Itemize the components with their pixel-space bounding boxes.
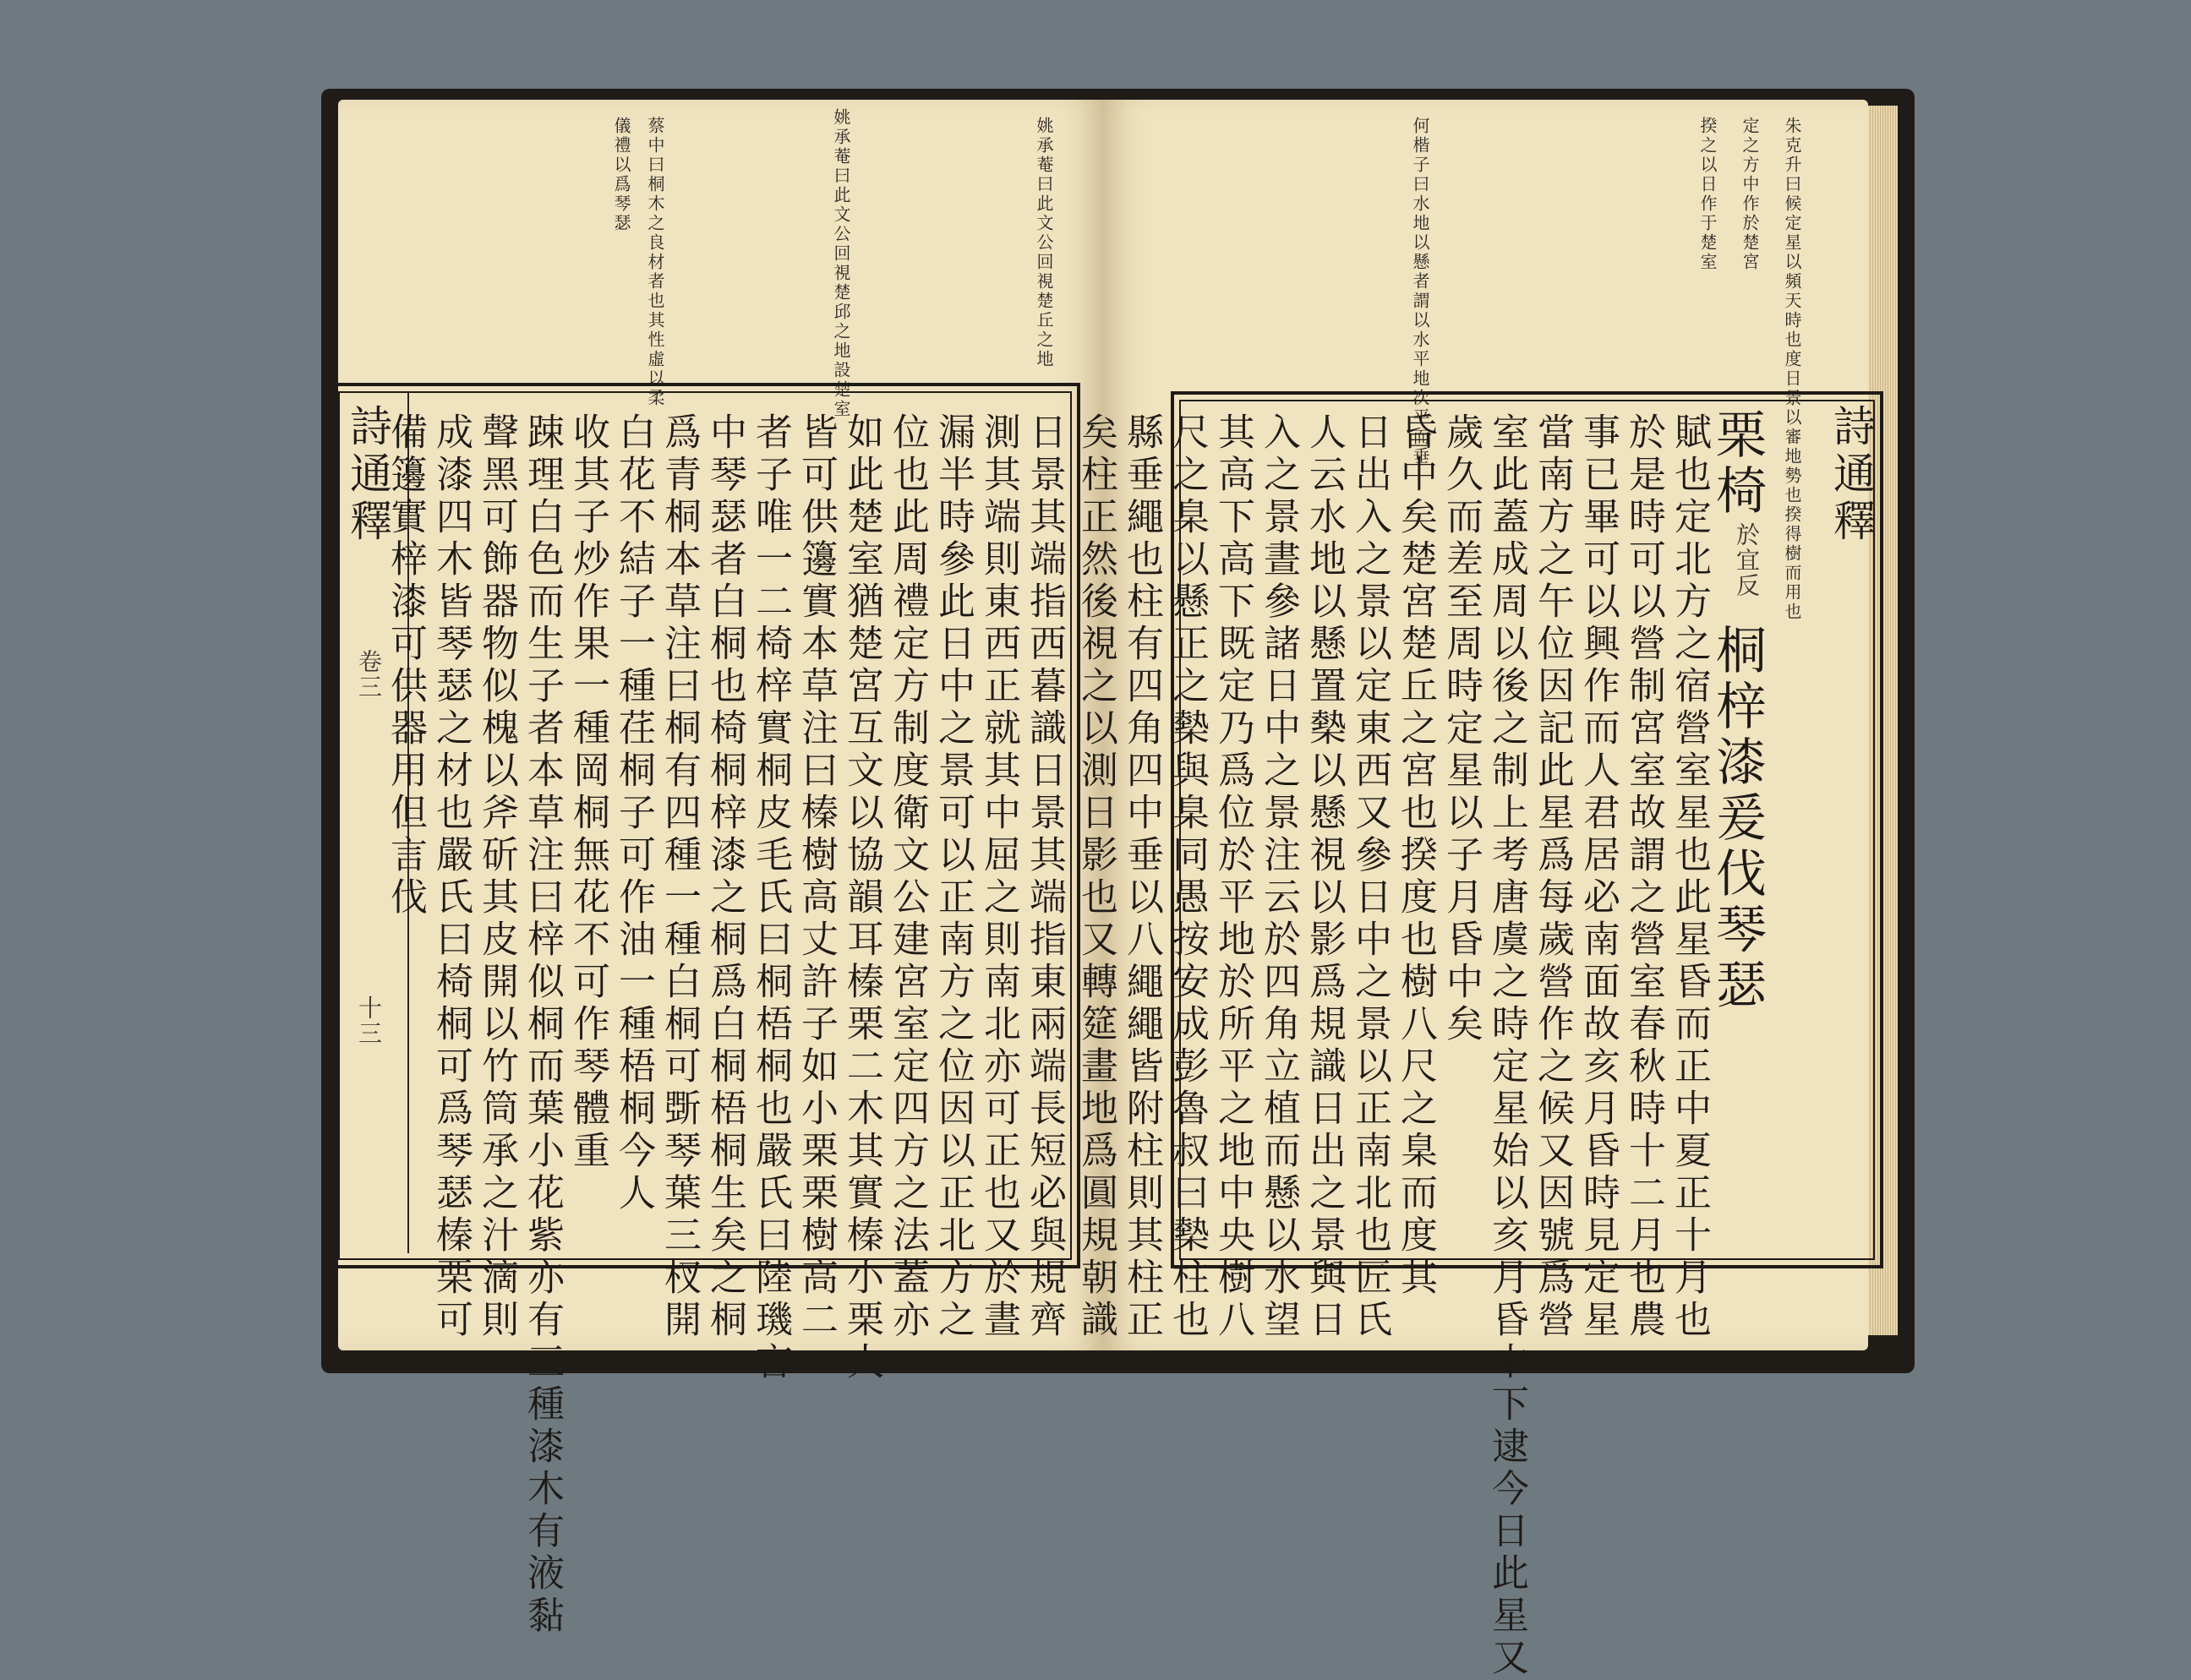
right-col-12: 尺之臬以懸正之槷與臬同愚按安成彭魯叔曰槷柱也	[1166, 412, 1209, 1342]
left-col-9: 爲青桐本草注曰桐有四種一種白桐可斲琴葉三杈開	[658, 412, 701, 1342]
right-col-9: 人云水地以懸置槷以懸視以影爲規識日出之景與日	[1303, 412, 1346, 1342]
headword-gloss: 於宜反	[1733, 522, 1761, 598]
right-handnote-2: 定之方中作於楚宮	[1740, 117, 1760, 272]
left-col-6: 皆可供籩實本草注曰榛樹高丈許子如小栗栗樹高二	[795, 412, 838, 1342]
right-col-7: 昏中矣楚宮楚丘之宮也揆度也樹八尺之臬而度其	[1394, 412, 1437, 1300]
right-col-1: 賦也定北方之宿營室星也此星昏而正中夏正十月也	[1668, 412, 1711, 1342]
left-col-8: 中琴瑟者白桐也椅桐梓漆之桐爲白桐梧桐生矣之桐	[703, 412, 746, 1342]
right-col-13: 縣垂繩也柱有四角四中垂以八繩繩皆附柱則其柱正	[1120, 412, 1163, 1342]
volume-label-left: 卷三	[355, 649, 383, 700]
running-title-left: 詩通釋	[343, 404, 392, 546]
headword-column: 栗椅	[1707, 408, 1767, 520]
right-handnote-3: 何楷子曰水地以懸者謂以水平地次平而垂	[1410, 117, 1430, 466]
left-col-2: 測其端則東西正就其中屈之則南北亦可正也又於晝	[977, 412, 1020, 1342]
right-col-10: 入之景晝參諸日中之景注云於四角立植而懸以水望	[1257, 412, 1300, 1342]
right-col-4: 當南方之午位因記此星爲每歲營作之候又因號爲營	[1531, 412, 1574, 1342]
right-handnote-1: 朱克升曰候定星以頻天時也度日景以審地勢也揆得樹而用也	[1782, 117, 1802, 622]
right-col-6: 歲久而差至周時定星以子月昏中矣	[1440, 412, 1483, 1046]
left-page	[338, 100, 1103, 1638]
left-col-11: 收其子炒作果一種岡桐無花不可作琴體重	[566, 412, 609, 1173]
left-handnote-2: 姚承菴曰此文公回視楚邱之地設楚室	[831, 108, 851, 419]
right-col-2: 於是時可以營制宮室故謂之營室春秋時十二月也農	[1622, 412, 1665, 1342]
left-col-13: 聲黑可飾器物似槐以斧斫其皮開以竹筒承之汁滴則	[475, 412, 518, 1342]
right-col-3: 事已畢可以興作而人君居必南面故亥月昏時見定星	[1576, 412, 1620, 1342]
left-col-1: 日景其端指西暮識日景其端指東兩端長短必與規齊	[1023, 412, 1066, 1342]
right-handnote-4: 揆之以日作于楚室	[1697, 117, 1718, 272]
left-col-4: 位也此周禮定方制度衛文公建宮室定四方之法蓋亦	[886, 412, 929, 1342]
left-col-14: 成漆四木皆琴瑟之材也嚴氏曰椅桐可爲琴瑟榛栗可	[429, 412, 473, 1342]
right-col-14: 矣柱正然後視之以測日影也又轉筵畫地爲圓規朝識	[1074, 412, 1117, 1342]
left-col-10: 白花不結子一種荏桐子可作油一種梧桐今人	[612, 412, 655, 1215]
folio-left: 十三	[355, 995, 383, 1046]
left-handnote-4: 儀禮以爲琴瑟	[611, 117, 631, 233]
left-col-7: 者子唯一二椅梓實桐皮毛氏曰桐梧桐也嚴氏曰陸璣言	[749, 412, 792, 1384]
right-col-5: 室此蓋成周以後之制上考唐虞之時定星始以亥月昏中下逮今日此星又	[1485, 412, 1528, 1680]
left-col-15: 備籩實梓漆可供器用但言伐	[384, 412, 427, 919]
verse-line: 桐梓漆爰伐琴瑟	[1707, 624, 1767, 1014]
left-col-3: 漏半時參此日中之景可以正南方之位因以正北方之	[932, 412, 975, 1342]
right-col-8: 日出入之景以定東西又參日中之景以正南北也匠氏	[1348, 412, 1391, 1342]
left-handnote-1: 姚承菴曰此文公回視楚丘之地	[1034, 117, 1054, 369]
left-col-5: 如此楚室猶楚宮互文以協韻耳榛栗二木其實榛小栗大	[840, 412, 883, 1384]
running-title-right: 詩通釋	[1827, 404, 1876, 546]
left-handnote-3: 蔡中曰桐木之良材者也其性虛以柔	[645, 117, 665, 408]
right-page	[1074, 100, 1876, 1680]
right-col-11: 其高下高下既定乃爲位於平地於所平之地中央樹八	[1211, 412, 1254, 1342]
left-col-12: 踈理白色而生子者本草注曰梓似桐而葉小花紫亦有三種漆木有液黏	[521, 412, 564, 1638]
